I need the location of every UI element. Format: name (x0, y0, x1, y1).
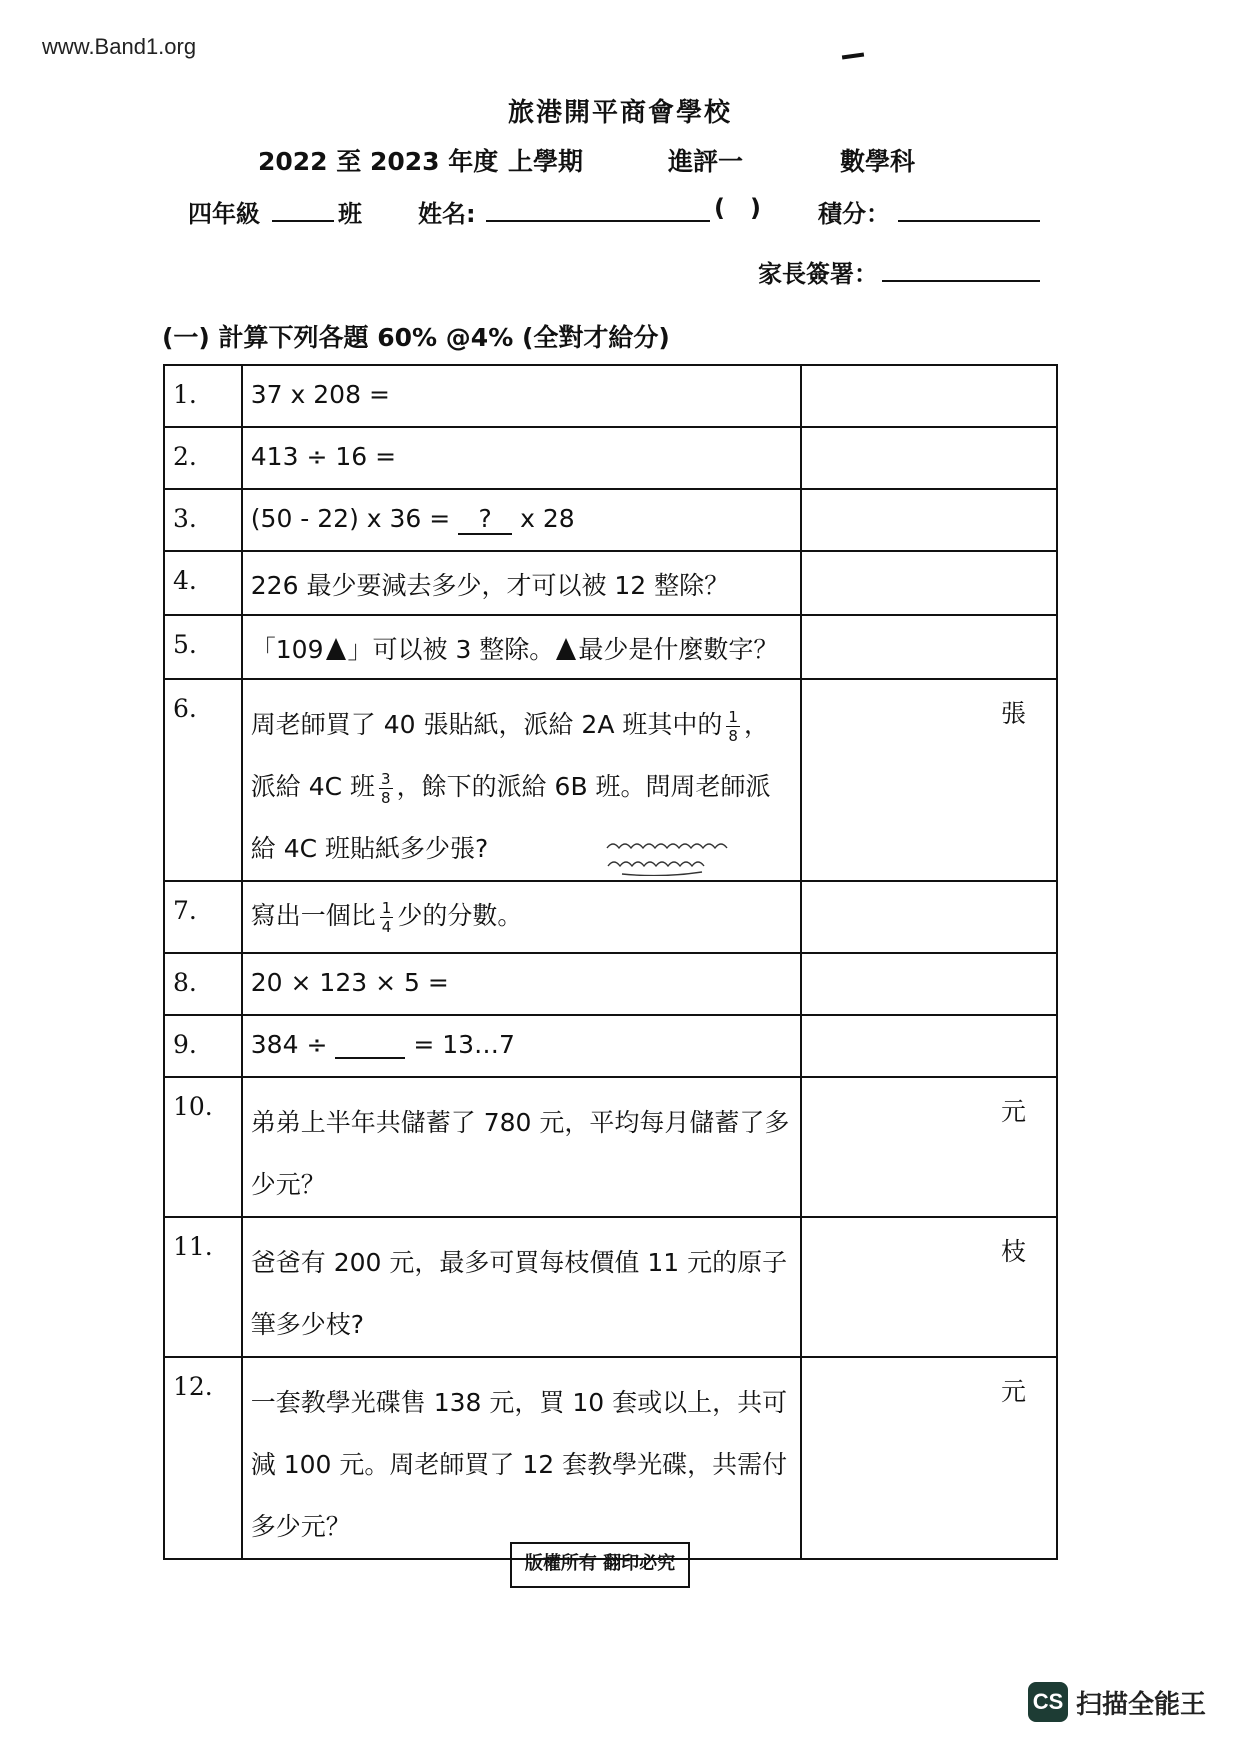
question-number: 12. (164, 1357, 242, 1559)
question-row (164, 427, 1057, 489)
question-row (164, 1077, 1057, 1217)
question-text: 226 最少要減去多少，才可以被 12 整除？ (242, 551, 801, 615)
question-row (164, 881, 1057, 953)
question-number: 2. (164, 427, 242, 489)
question-number: 5. (164, 615, 242, 679)
school-year: 2022 至 2023 年度 (258, 147, 499, 176)
unit-label: 元 (1000, 1097, 1026, 1126)
answer-box[interactable] (801, 365, 1057, 427)
camscanner-logo-icon: CS (1028, 1682, 1068, 1722)
question-row (164, 365, 1057, 427)
answer-box[interactable] (801, 1077, 1057, 1217)
score-label: 積分： (818, 200, 890, 228)
answer-box[interactable] (801, 427, 1057, 489)
question-text: 「109 」可以被 3 整除。 最少是什麼數字？ (242, 615, 801, 679)
answer-box[interactable] (801, 1217, 1057, 1357)
scanner-app-watermark (1028, 1682, 1206, 1722)
fraction: $\frac{3}{8}$ (381, 769, 391, 807)
parent-signature-label: 家長簽署： (758, 260, 878, 288)
answer-box[interactable] (801, 615, 1057, 679)
answer-box[interactable] (801, 489, 1057, 551)
term: 上學期 (508, 147, 584, 176)
grade-label: 四年級 (188, 200, 260, 228)
question-table (163, 364, 1058, 1560)
question-text: 寫出一個比 $\frac{1}{4}$ 少的分數。 (242, 881, 801, 953)
question-number: 6. (164, 679, 242, 881)
question-text: 弟弟上半年共儲蓄了 780 元，平均每月儲蓄了多少元？ (242, 1077, 801, 1217)
name-label: 姓名: (418, 200, 476, 228)
question-text: (50 - 22) x 36 = ? x 28 (242, 489, 801, 551)
question-number: 11. (164, 1217, 242, 1357)
question-row (164, 551, 1057, 615)
question-text: 20 × 123 × 5 = (242, 953, 801, 1015)
class-field[interactable] (272, 198, 334, 222)
fraction: $\frac{1}{4}$ (381, 898, 392, 936)
triangle-icon (556, 638, 576, 660)
question-number: 1. (164, 365, 242, 427)
unit-label: 張 (1000, 699, 1026, 728)
answer-box[interactable] (801, 1357, 1057, 1559)
question-number: 3. (164, 489, 242, 551)
class-label: 班 (338, 200, 362, 228)
triangle-icon (326, 638, 346, 660)
question-number: 7. (164, 881, 242, 953)
question-number: 4. (164, 551, 242, 615)
question-number: 10. (164, 1077, 242, 1217)
parent-signature-field[interactable] (882, 258, 1040, 282)
question-text: 413 ÷ 16 = (242, 427, 801, 489)
answer-box[interactable] (801, 679, 1057, 881)
question-row (164, 615, 1057, 679)
question-row (164, 953, 1057, 1015)
question-number: 9. (164, 1015, 242, 1077)
question-row (164, 489, 1057, 551)
unit-label: 枝 (1000, 1237, 1026, 1266)
question-row (164, 1357, 1057, 1559)
question-number: 8. (164, 953, 242, 1015)
question-text: 周老師買了 40 張貼紙，派給 2A 班其中的 $\frac{1}{8}$ ，派給 4C 班 $\frac{3}{8}$ ，餘下的派給 6B 班。問周老師派給 4C 班貼紙多少張? (242, 679, 801, 881)
pen-mark (842, 52, 864, 59)
watermark-url: www.Band1.org (42, 34, 197, 59)
missing-value-blank: ? (458, 504, 512, 535)
question-text: 爸爸有 200 元，最多可買每枝價值 11 元的原子筆多少枝? (242, 1217, 801, 1357)
answer-blank[interactable] (335, 1037, 405, 1059)
answer-box[interactable] (801, 953, 1057, 1015)
school-name: 旅港開平商會學校 (507, 98, 732, 128)
answer-box[interactable] (801, 551, 1057, 615)
answer-box[interactable] (801, 881, 1057, 953)
class-number-field[interactable]: ( ) (714, 194, 762, 222)
question-text: 37 x 208 = (242, 365, 801, 427)
question-row (164, 1015, 1057, 1077)
score-field[interactable] (898, 198, 1040, 222)
question-text: 384 ÷ = 13…7 (242, 1015, 801, 1077)
pencil-scribble (602, 826, 737, 876)
assessment: 進評一 (668, 147, 744, 176)
section-title: (一) 計算下列各題 60% @4% (全對才給分) (162, 323, 670, 352)
subject: 數學科 (840, 147, 916, 176)
copyright-notice: 版權所有 翻印必究 (510, 1542, 690, 1588)
fraction: $\frac{1}{8}$ (728, 707, 738, 745)
answer-box[interactable] (801, 1015, 1057, 1077)
unit-label: 元 (1000, 1377, 1026, 1406)
question-row (164, 1217, 1057, 1357)
name-field[interactable] (486, 198, 710, 222)
question-text: 一套教學光碟售 138 元，買 10 套或以上，共可減 100 元。周老師買了 12 套教學光碟，共需付多少元？ (242, 1357, 801, 1559)
scanner-app-name: 扫描全能王 (1076, 1689, 1207, 1720)
